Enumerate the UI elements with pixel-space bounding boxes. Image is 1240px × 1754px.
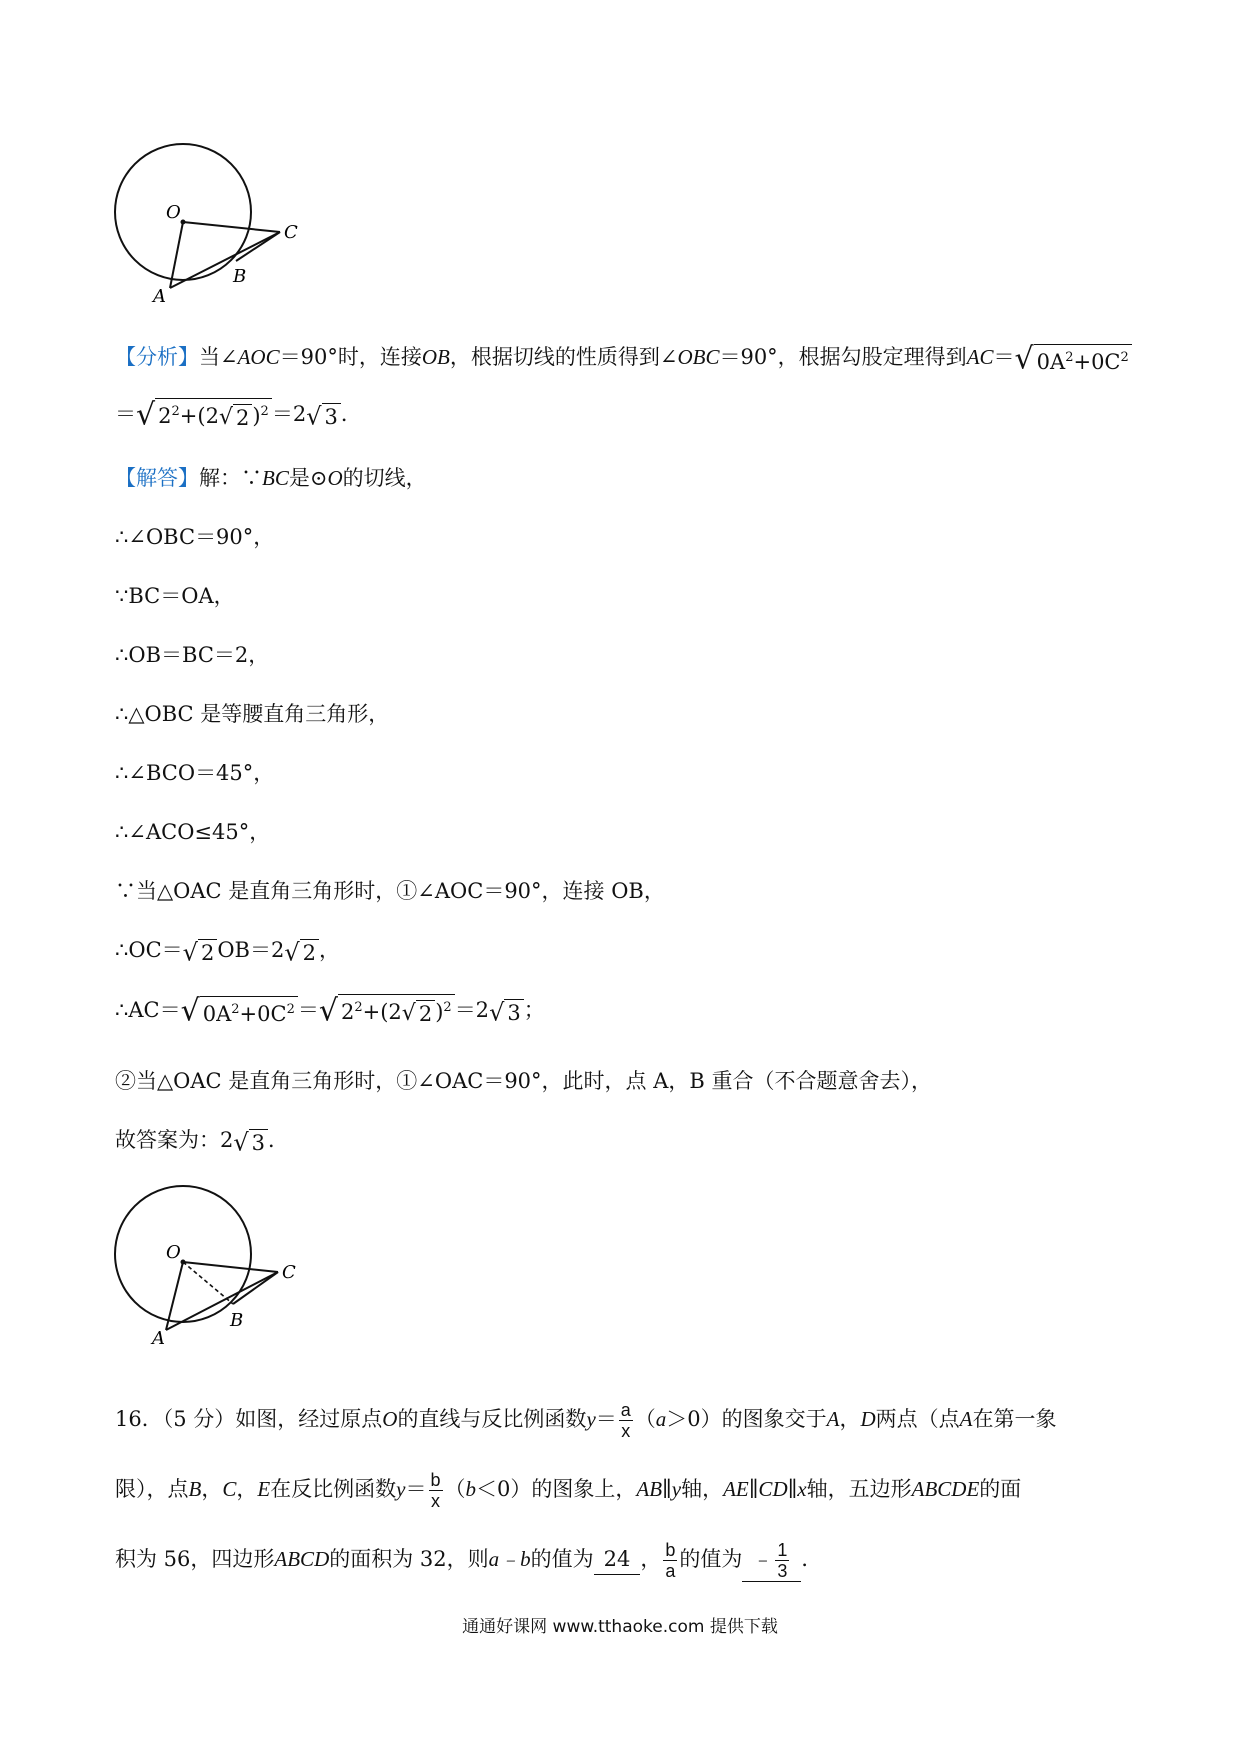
q16-line-1: 16．（5 分）如图，经过原点O的直线与反比例函数y＝ $\frac{a}{x}$ （a＞0）的图象交于A，D两点（点A在第一象	[115, 1400, 1057, 1441]
circle-tangent-figure-2	[108, 1182, 308, 1357]
answer-blank-1: 24	[594, 1544, 641, 1575]
solution-line-3: ∵BC＝OA，	[115, 584, 235, 608]
analysis-tag: 【分析】	[115, 345, 199, 369]
label-B: B	[230, 1310, 244, 1331]
solution-tag: 【解答】	[115, 466, 199, 490]
solution-line-1: 【解答】解：∵BC是⊙O的切线，	[115, 466, 427, 490]
solution-line-10: ∴AC＝√ $0A^2+0C^2$ ＝√ $2^2+(2√$ 2 )$^2$ ＝2√ 3 ；	[115, 993, 545, 1029]
fraction-b-over-x: $\frac{b}{x}$	[430, 1470, 441, 1511]
solution-line-2: ∴∠OBC＝90°，	[115, 525, 275, 549]
solution-line-7: ∴∠ACO≤45°，	[115, 820, 271, 844]
label-A: A	[153, 286, 166, 307]
fraction-one-third: $\frac{1}{3}$	[777, 1540, 788, 1581]
solution-line-11: ②当△OAC 是直角三角形时，①∠OAC＝90°，此时，点 A，B 重合（不合题意舍去），	[115, 1069, 932, 1093]
solution-line-4: ∴OB＝BC＝2，	[115, 643, 270, 667]
label-C: C	[282, 1262, 296, 1283]
label-B: B	[233, 266, 247, 287]
label-C: C	[284, 222, 298, 243]
label-O: O	[166, 202, 181, 223]
label-A: A	[152, 1328, 165, 1349]
q16-line-2: 限），点B，C，E在反比例函数y＝ $\frac{b}{x}$ （b＜0）的图象上，AB∥y轴，AE∥CD∥x轴，五边形ABCDE的面	[115, 1470, 1022, 1511]
q16-line-3: 积为 56，四边形ABCD的面积为 32，则a﹣b的值为 24 ， $\frac{b}{a}$ 的值为 ﹣ $\frac{1}{3}$ ．	[115, 1540, 823, 1581]
fraction-b-over-a: $\frac{b}{a}$	[665, 1540, 676, 1581]
analysis-line-2: ＝√ $2^2+(2√$ 2 )$^2$ ＝2√ 3 ．	[115, 397, 362, 433]
page-footer: 通通好课网 www.tthaoke.com 提供下载	[462, 1617, 778, 1637]
solution-line-6: ∴∠BCO＝45°，	[115, 761, 275, 785]
answer-blank-2: ﹣ $\frac{1}{3}$	[742, 1540, 801, 1582]
fraction-a-over-x: $\frac{a}{x}$	[620, 1400, 631, 1441]
label-O: O	[166, 1242, 181, 1263]
solution-line-5: ∴△OBC 是等腰直角三角形，	[115, 702, 390, 726]
solution-answer-line: 故答案为：2√ 3 ．	[115, 1128, 290, 1157]
analysis-line-1: 【分析】当∠AOC＝90°时，连接OB，根据切线的性质得到∠OBC＝90°，根据勾股定理得到AC＝√ $0A^2+0C^2$	[115, 342, 1132, 375]
solution-line-8: ∵当△OAC 是直角三角形时，①∠AOC＝90°，连接 OB，	[115, 879, 665, 903]
circle-tangent-figure-1	[108, 140, 308, 315]
solution-line-9: ∴OC＝√ 2 OB＝2√ 2 ，	[115, 938, 341, 967]
